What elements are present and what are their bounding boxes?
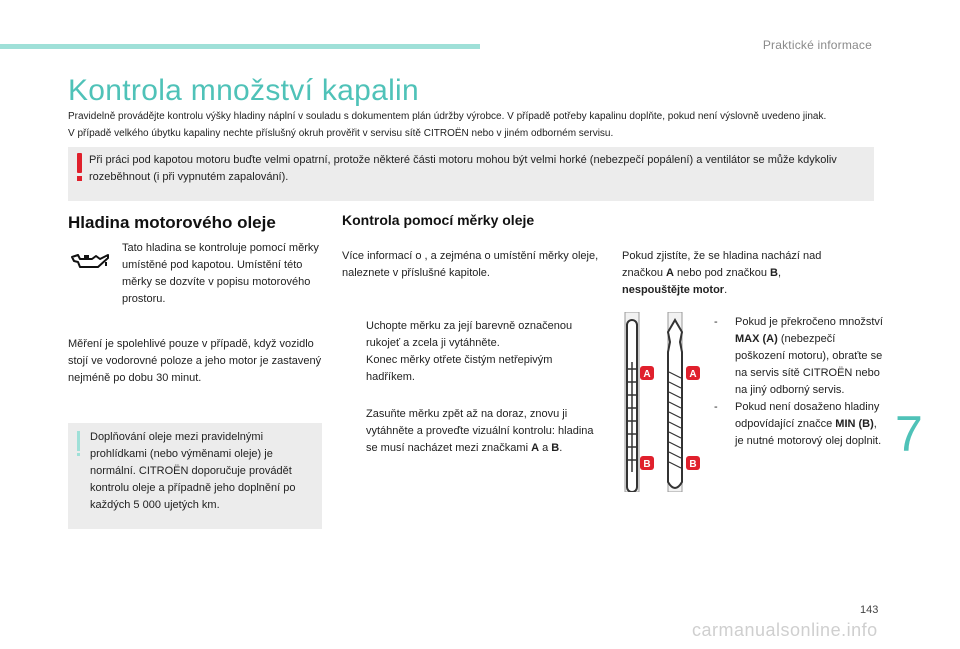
intro-text [68,108,898,142]
svg-text:B: B [689,459,697,470]
max-text-a: Pokud je překročeno množství [735,316,883,328]
level-text-c: nebo pod značkou [673,267,771,279]
dipstick-steps [342,318,602,457]
max-label: MAX (A) [735,333,778,345]
step-period: . [559,442,563,454]
step-and: a [539,442,552,454]
level-mark-a: A [666,267,674,279]
chapter-number: 7 [895,406,923,462]
level-text-e: , [777,267,782,279]
step-item [342,318,602,352]
level-text-g: . [724,284,728,296]
step-text: Uchopte měrku za její barevně označenou rukojeť a zcela ji vytáhněte. [366,320,573,349]
warning-box [68,147,874,201]
step-item [342,406,602,457]
section-label: Praktické informace [762,38,872,52]
header-accent-bar [0,44,480,49]
do-not-start-text: nespouštějte motor [622,284,725,296]
min-label: MIN (B) [835,418,874,430]
oil-level-text: Tato hladina se kontroluje pomocí měrky umístěné pod kapotou. Umístění této měrky se dozvíte v popisu motorového prostoru. [122,242,319,305]
intro-line-2: V případě velkého úbytku kapaliny nechte příslušný okruh prověřit v servisu sítě CITROËN nebo v jiném odborném servisu. [68,128,614,139]
marker-a-left [640,366,654,380]
step-text: Zasuňte měrku zpět až na doraz, znovu ji vytáhněte a proveďte vizuální kontrolu: hladina se musí nacházet mezi značkami [366,408,594,454]
svg-text:A: A [689,369,697,380]
marker-b-right [686,456,700,470]
level-mark-b: B [770,267,778,279]
info-note-box [68,423,322,529]
page-number: 143 [860,604,879,616]
mark-a-ref: A [531,442,540,454]
watermark: carmanualsonline.info [692,620,878,640]
svg-text:A: A [643,369,651,380]
info-note-text: Doplňování oleje mezi pravidelnými prohlídkami (nebo výměnami oleje) je normální. CITROËN doporučuje provádět kontrolu oleje a případně jeho doplnění po každých 5 000 ujetých km. [90,431,296,511]
min-text-c: , je nutné motorový olej doplnit. [735,418,882,447]
oil-level-heading: Hladina motorového oleje [68,213,276,232]
svg-text:B: B [643,459,651,470]
dipstick-illustration [610,312,710,492]
list-item [714,314,884,399]
level-text-a: Pokud zjistíte, že se hladina nachází nad značkou [622,250,822,279]
max-text-c: (nebezpečí poškození motoru), obraťte se na servis sítě CITROËN nebo na jiný odborný servis. [735,333,883,396]
list-item [714,399,884,450]
step-text: Konec měrky otřete čistým netřepivým hadříkem. [366,354,553,383]
min-text-a: Pokud není dosaženo hladiny odpovídající značce [735,401,880,430]
intro-line-1: Pravidelně provádějte kontrolu výšky hladiny náplní v souladu s dokumentem plán údržby výrobce. V případě potřeby kapalinu doplňte, pokud není výslovně uvedeno jinak. [68,111,827,122]
oil-can-icon [70,250,110,272]
measure-text: Měření je spolehlivé pouze v případě, když vozidlo stojí ve vodorovné poloze a jeho motor je zastavený nejméně po dobu 30 minut. [68,338,322,384]
page-title: Kontrola množství kapalin [68,74,420,107]
marker-a-right [686,366,700,380]
step-item [342,352,602,386]
dipstick-heading: Kontrola pomocí měrky oleje [342,212,535,228]
mark-b-ref: B [551,442,560,454]
level-actions [714,314,884,450]
dash-bullet: - [714,401,718,413]
dash-bullet: - [714,316,718,328]
level-warning-text [622,248,832,299]
warning-text: Při práci pod kapotou motoru buďte velmi opatrní, protože některé části motoru mohou být velmi horké (nebezpečí popálení) a ventilátor se může kdykoliv rozeběhnout (i při vypnutém zapalování). [89,154,837,183]
dipstick-more-info: Více informací o , a zejména o umístění měrky oleje, naleznete v příslušné kapitole. [342,250,599,279]
marker-b-left [640,456,654,470]
